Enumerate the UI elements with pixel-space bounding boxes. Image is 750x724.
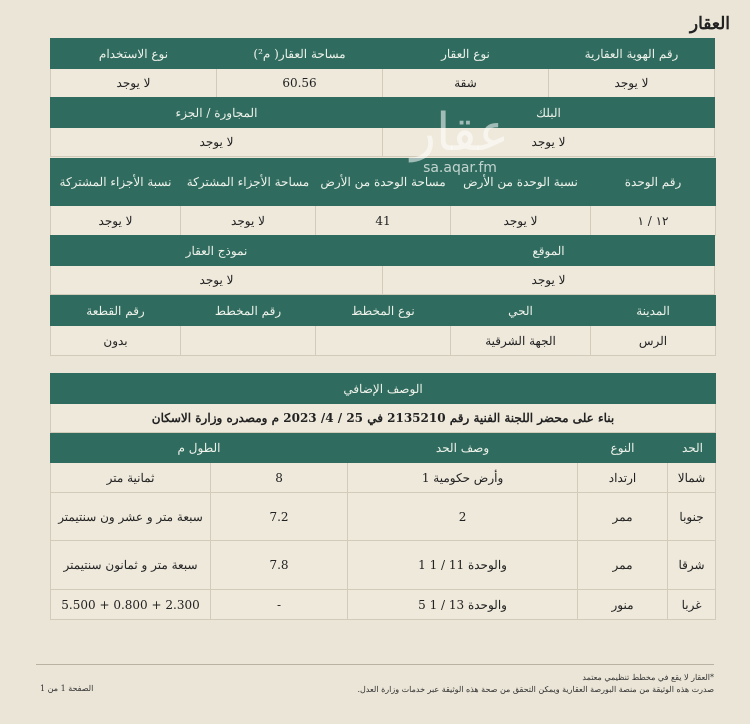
value-plot-number: بدون [51, 326, 181, 356]
property-header-row [51, 39, 715, 69]
header-type: النوع [578, 433, 668, 463]
header-neighborhood-part: المجاورة / الجزء [51, 98, 383, 128]
page-number: الصفحة 1 من 1 [40, 684, 94, 693]
additional-title-row [51, 374, 716, 404]
header-plan-number: رقم المخطط [181, 296, 316, 326]
block-value-row [51, 128, 715, 157]
boundary-row [51, 493, 716, 541]
block-table [50, 97, 715, 157]
boundary-length: 7.2 [211, 493, 348, 541]
header-property-id: رقم الهوية العقارية [549, 39, 715, 69]
address-header-row [51, 296, 716, 326]
boundary-length-text: 2.300 + 0.800 + 5.500 [51, 590, 211, 620]
header-common-area: مساحة الأجزاء المشتركة [181, 159, 316, 206]
value-district: الجهة الشرقية [451, 326, 591, 356]
header-property-area: مساحة العقار( م²) [217, 39, 383, 69]
value-plan-type [316, 326, 451, 356]
boundary-side: غربا [668, 590, 716, 620]
property-value-row [51, 69, 715, 98]
location-table [50, 235, 715, 295]
boundary-type: ممر [578, 541, 668, 590]
address-value-row [51, 326, 716, 356]
boundary-length-text: ثمانية متر [51, 463, 211, 493]
value-plan-number [181, 326, 316, 356]
additional-text-row [51, 404, 716, 433]
header-unit-land-ratio: نسبة الوحدة من الأرض [451, 159, 591, 206]
boundary-length-text: سبعة متر و ثمانون سنتيمتر [51, 541, 211, 590]
value-block: لا يوجد [383, 128, 715, 157]
value-property-model: لا يوجد [51, 266, 383, 295]
header-property-model: نموذج العقار [51, 236, 383, 266]
additional-text: بناء على محضر اللجنة الفنية رقم 2135210 في 25 / 4/ 2023 م ومصدره وزارة الاسكان [51, 404, 716, 433]
boundary-type: ارتداد [578, 463, 668, 493]
additional-title: الوصف الإضافي [51, 374, 716, 404]
value-property-type: شقة [383, 69, 549, 98]
value-unit-number: ١٢ / ١ [591, 206, 716, 236]
value-unit-land-area: 41 [316, 206, 451, 236]
value-common-ratio: لا يوجد [51, 206, 181, 236]
header-district: الحي [451, 296, 591, 326]
footer-note-plan: *العقار لا يقع في مخطط تنظيمي معتمد [582, 673, 714, 682]
boundary-row [51, 463, 716, 493]
header-city: المدينة [591, 296, 716, 326]
location-value-row [51, 266, 715, 295]
boundary-length: 8 [211, 463, 348, 493]
footer-note-verify: صدرت هذه الوثيقة من منصة البورصة العقارية ويمكن التحقق من صحة هذه الوثيقة عبر خدمات وزارة العدل. [357, 685, 714, 694]
watermark-logo: عقار [410, 103, 510, 163]
boundaries-table [50, 373, 716, 620]
header-location: الموقع [383, 236, 715, 266]
value-city: الرس [591, 326, 716, 356]
page-title: العقار [689, 14, 730, 34]
unit-header-row [51, 159, 716, 206]
value-usage-type: لا يوجد [51, 69, 217, 98]
header-property-type: نوع العقار [383, 39, 549, 69]
boundary-side: شمالا [668, 463, 716, 493]
boundary-desc: وأرض حكومية 1 [348, 463, 578, 493]
property-table [50, 38, 715, 98]
header-block: البلك [383, 98, 715, 128]
boundary-length: - [211, 590, 348, 620]
value-property-id: لا يوجد [549, 69, 715, 98]
header-desc: وصف الحد [348, 433, 578, 463]
boundary-row [51, 590, 716, 620]
header-unit-number: رقم الوحدة [591, 159, 716, 206]
boundary-desc: والوحدة 11 / 1 1 [348, 541, 578, 590]
address-table [50, 295, 716, 356]
watermark-url: sa.aqar.fm [423, 160, 497, 176]
value-property-area: 60.56 [217, 69, 383, 98]
header-usage-type: نوع الاستخدام [51, 39, 217, 69]
header-plot-number: رقم القطعة [51, 296, 181, 326]
header-common-ratio: نسبة الأجزاء المشتركة [51, 159, 181, 206]
value-unit-land-ratio: لا يوجد [451, 206, 591, 236]
unit-value-row [51, 206, 716, 236]
location-header-row [51, 236, 715, 266]
footer-notes [357, 672, 714, 696]
boundary-type: منور [578, 590, 668, 620]
value-location: لا يوجد [383, 266, 715, 295]
value-common-area: لا يوجد [181, 206, 316, 236]
header-length: الطول م [51, 433, 348, 463]
footer-divider [36, 664, 714, 665]
unit-table [50, 158, 716, 236]
boundary-desc: والوحدة 13 / 1 5 [348, 590, 578, 620]
boundary-length-text: سبعة متر و عشر ون سنتيمتر [51, 493, 211, 541]
boundary-side: شرقا [668, 541, 716, 590]
boundaries-header-row [51, 433, 716, 463]
boundary-row [51, 541, 716, 590]
boundary-desc: 2 [348, 493, 578, 541]
boundary-side: جنوبا [668, 493, 716, 541]
value-neighborhood-part: لا يوجد [51, 128, 383, 157]
header-plan-type: نوع المخطط [316, 296, 451, 326]
header-unit-land-area: مساحة الوحدة من الأرض [316, 159, 451, 206]
boundary-type: ممر [578, 493, 668, 541]
block-header-row [51, 98, 715, 128]
header-side: الحد [668, 433, 716, 463]
boundary-length: 7.8 [211, 541, 348, 590]
